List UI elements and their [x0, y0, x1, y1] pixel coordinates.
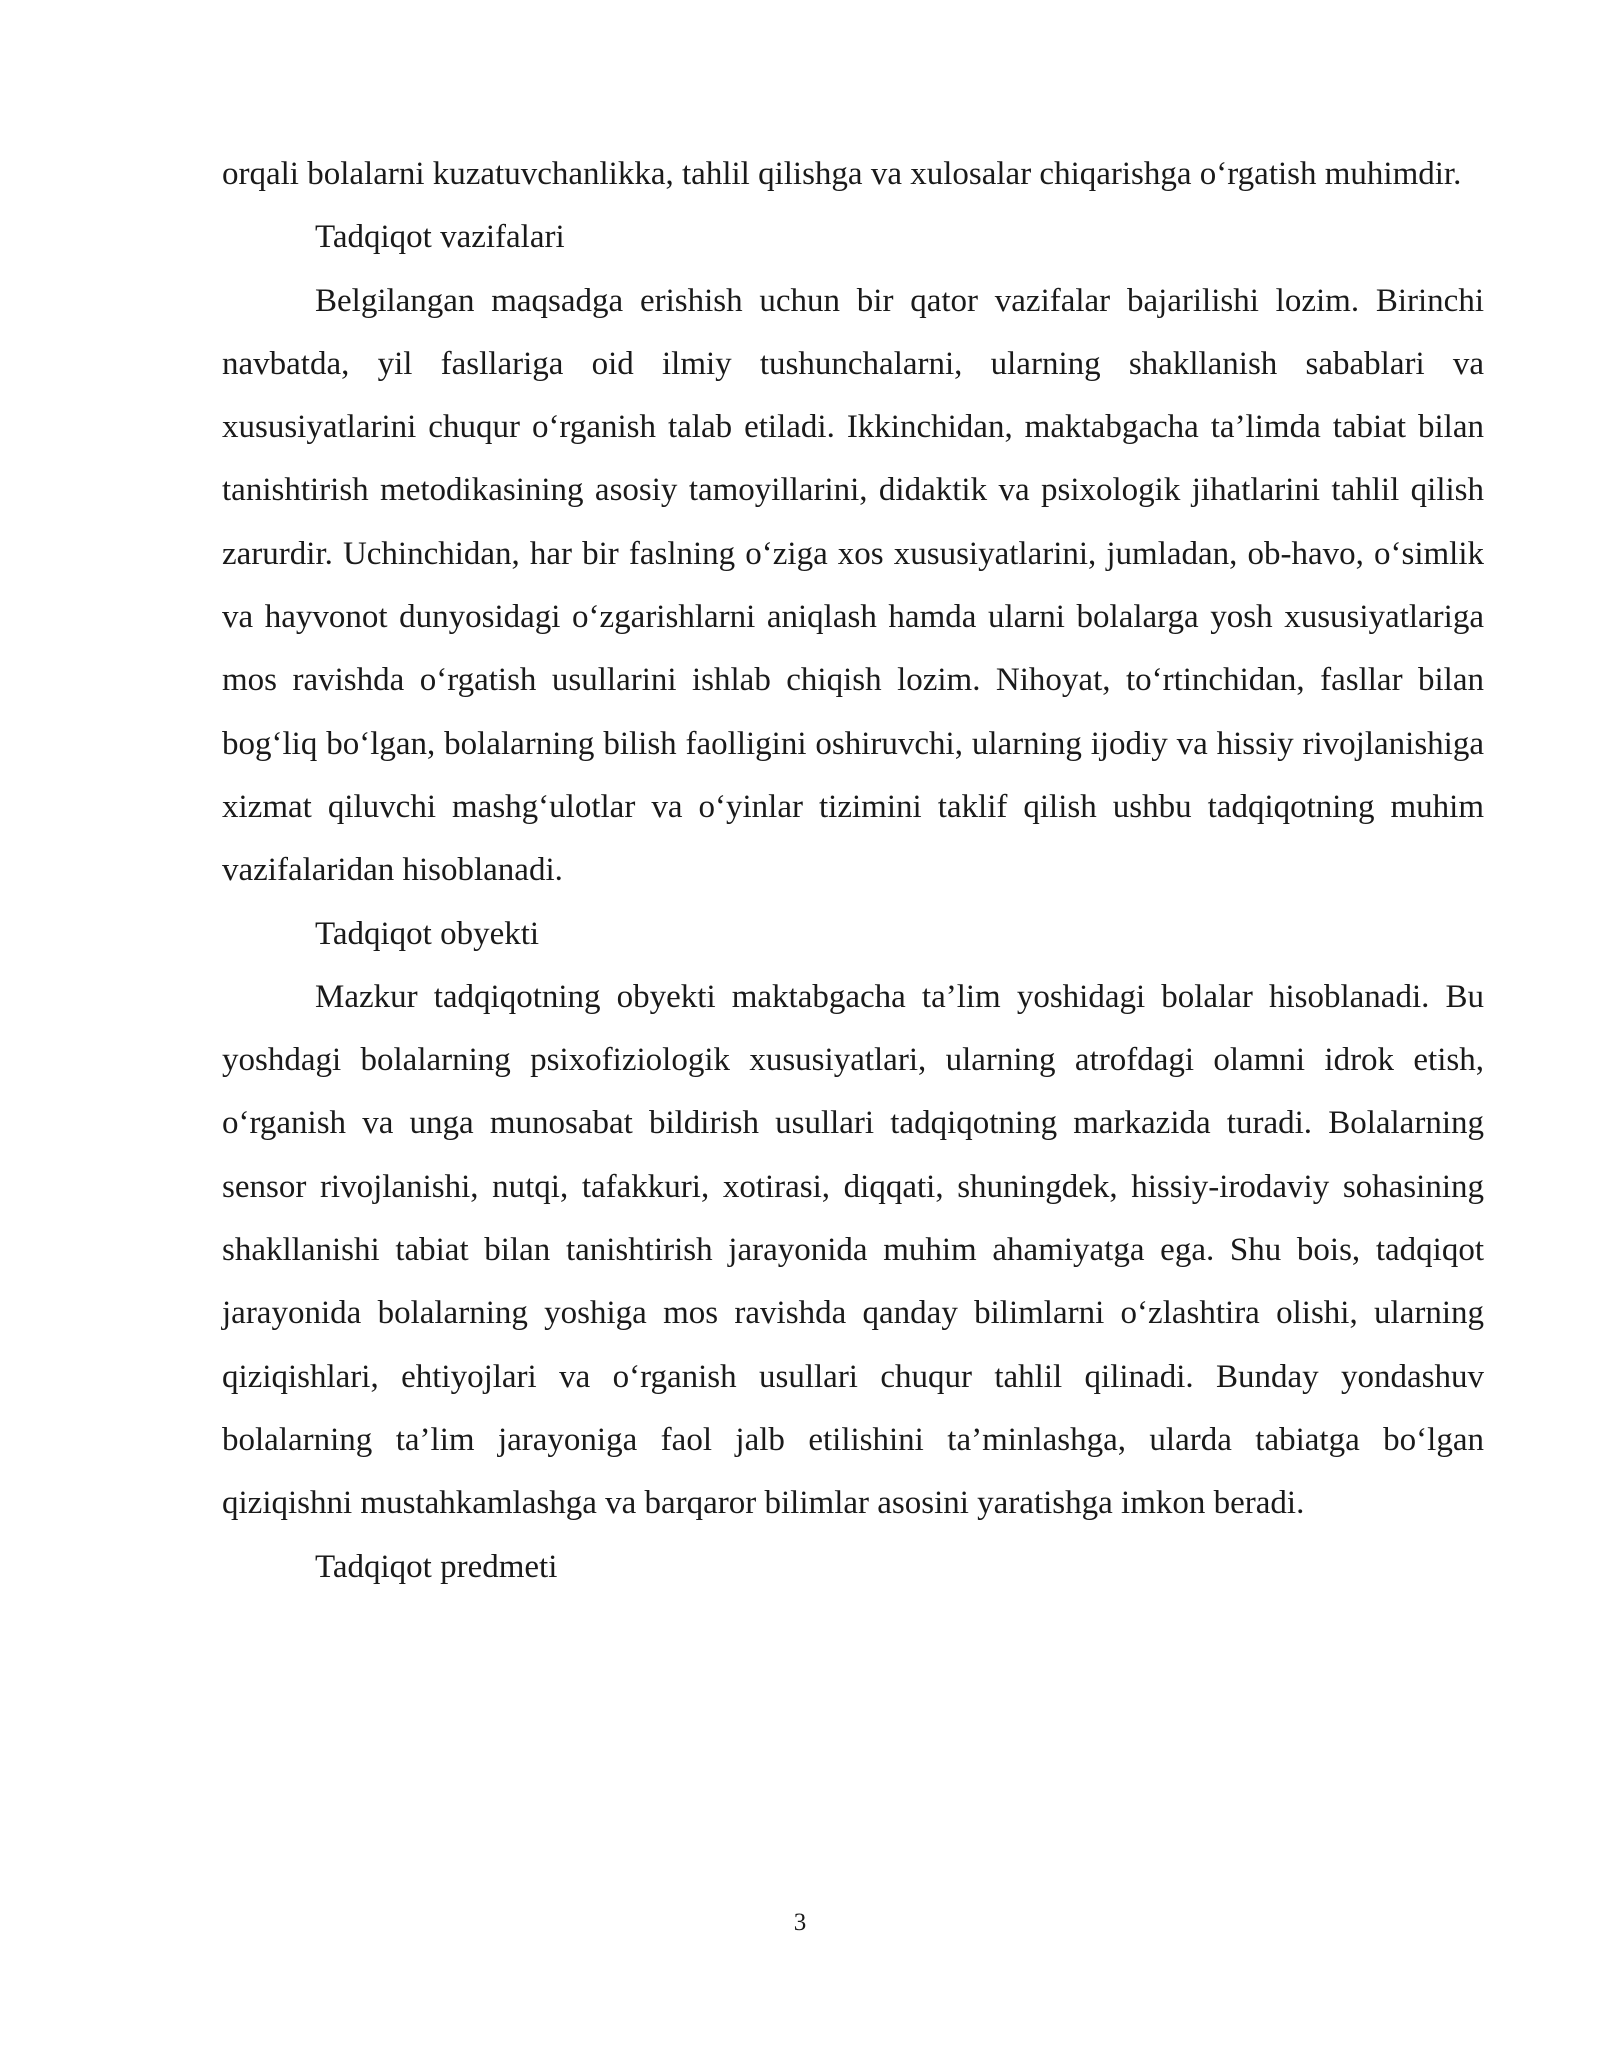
paragraph-object: Mazkur tadqiqotning obyekti maktabgacha ta’lim yoshidagi bolalar hisoblanadi. Bu yoshdagi bolalarning psixofiziologik xususiyatlari, ularning atrofdagi olamni idrok etish, o‘rganish va unga munosabat bildirish usullari tadqiqotning markazida turadi. Bolalarning sensor rivojlanishi, nutqi, tafakkuri, xotirasi, diqqati, shuningdek, hissiy-irodaviy sohasining shakllanishi tabiat bilan tanishtirish jarayonida muhim ahamiyatga ega. Shu bois, tadqiqot jarayonida bolalarning yoshiga mos ravishda qanday bilimlarni o‘zlashtira olishi, ularning qiziqishlari, ehtiyojlari va o‘rganish usullari chuqur tahlil qilinadi. Bunday yondashuv bolalarning ta’lim jarayoniga faol jalb etilishini ta’minlashga, ularda tabiatga bo‘lgan qiziqishni mustahkamlashga va barqaror bilimlar asosini yaratishga imkon beradi.	[222, 978, 1484, 1522]
body-text	[222, 143, 1484, 1599]
paragraph-continuation: orqali bolalarni kuzatuvchanlikka, tahlil qilishga va xulosalar chiqarishga o‘rgatish muhimdir.	[222, 156, 1462, 192]
section-heading-subject: Tadqiqot predmeti	[315, 1548, 558, 1585]
section-heading-object: Tadqiqot obyekti	[315, 915, 540, 952]
page-number: 3	[793, 1909, 807, 1936]
section-heading-tasks: Tadqiqot vazifalari	[315, 219, 565, 256]
paragraph-tasks: Belgilangan maqsadga erishish uchun bir qator vazifalar bajarilishi lozim. Birinchi navbatda, yil fasllariga oid ilmiy tushunchalarni, ularning shakllanish sabablari va xususiyatlarini chuqur o‘rganish talab etiladi. Ikkinchidan, maktabgacha ta’limda tabiat bilan tanishtirish metodikasining asosiy tamoyillarini, didaktik va psixologik jihatlarini tahlil qilish zarurdir. Uchinchidan, har bir faslning o‘ziga xos xususiyatlarini, jumladan, ob-havo, o‘simlik va hayvonot dunyosidagi o‘zgarishlarni aniqlash hamda ularni bolalarga yosh xususiyatlariga mos ravishda o‘rgatish usullarini ishlab chiqish lozim. Nihoyat, to‘rtinchidan, fasllar bilan bog‘liq bo‘lgan, bolalarning bilish faolligini oshiruvchi, ularning ijodiy va hissiy rivojlanishiga xizmat qiluvchi mashg‘ulotlar va o‘yinlar tizimini taklif qilish ushbu tadqiqotning muhim vazifalaridan hisoblanadi.	[222, 282, 1484, 889]
